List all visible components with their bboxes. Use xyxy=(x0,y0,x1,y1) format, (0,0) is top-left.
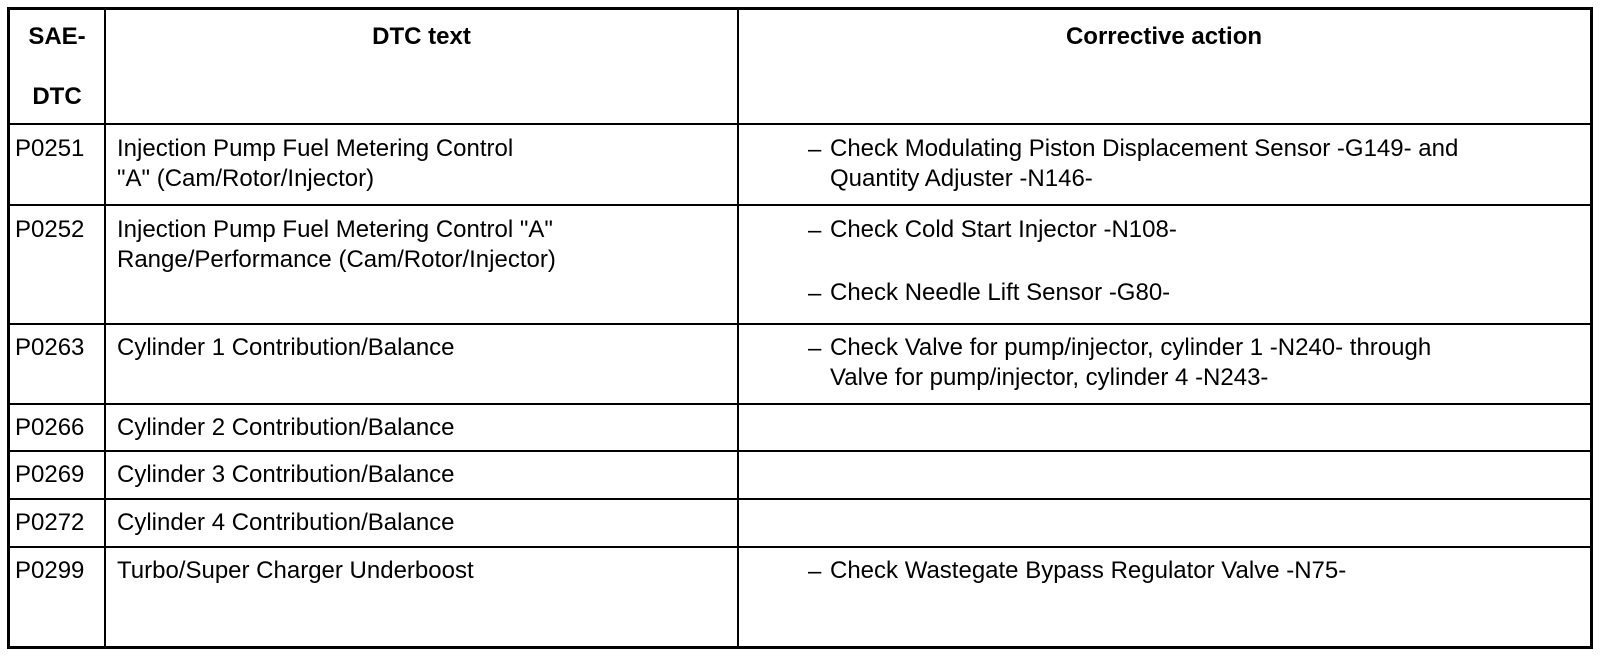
corrective-action: Check Wastegate Bypass Regulator Valve -N75- xyxy=(830,557,1347,584)
dash-bullet: – xyxy=(808,136,822,163)
dtc-code: P0299 xyxy=(15,557,85,584)
dtc-code: P0272 xyxy=(15,509,85,536)
row-divider xyxy=(10,403,1590,405)
dtc-text: Turbo/Super Charger Underboost xyxy=(117,557,474,584)
row-divider xyxy=(10,450,1590,452)
header-sae: SAE- xyxy=(28,23,86,50)
column-divider xyxy=(104,10,106,646)
dtc-code: P0269 xyxy=(15,461,85,488)
dash-bullet: – xyxy=(808,217,822,244)
dash-bullet: – xyxy=(808,558,822,585)
dtc-text: Cylinder 3 Contribution/Balance xyxy=(117,461,455,488)
dtc-text: Cylinder 4 Contribution/Balance xyxy=(117,509,455,536)
dtc-text: Injection Pump Fuel Metering Control "A" (Cam/Rotor/Injector) xyxy=(117,135,514,192)
header-dtc-text: DTC text xyxy=(372,23,471,50)
dash-bullet: – xyxy=(808,335,822,362)
dtc-text: Cylinder 1 Contribution/Balance xyxy=(117,334,455,361)
dtc-text: Injection Pump Fuel Metering Control "A" Range/Performance (Cam/Rotor/Injector) xyxy=(117,216,556,273)
header-dtc: DTC xyxy=(32,83,82,110)
dash-bullet: – xyxy=(808,280,822,307)
row-divider xyxy=(10,546,1590,548)
row-divider xyxy=(10,498,1590,500)
column-divider xyxy=(737,10,739,646)
dtc-text: Cylinder 2 Contribution/Balance xyxy=(117,414,455,441)
corrective-action: Check Cold Start Injector -N108- xyxy=(830,216,1177,243)
dtc-code: P0251 xyxy=(15,135,85,162)
row-divider xyxy=(10,204,1590,206)
row-divider xyxy=(10,123,1590,125)
header-corrective-action: Corrective action xyxy=(1065,23,1263,50)
dtc-code: P0266 xyxy=(15,414,85,441)
corrective-action: Check Needle Lift Sensor -G80- xyxy=(830,279,1171,306)
corrective-action: Check Modulating Piston Displacement Sensor -G149- and Quantity Adjuster -N146- xyxy=(830,135,1459,192)
corrective-action: Check Valve for pump/injector, cylinder 1 -N240- through Valve for pump/injector, cylinder 4 -N243- xyxy=(830,334,1432,391)
row-divider xyxy=(10,323,1590,325)
dtc-code: P0263 xyxy=(15,334,85,361)
dtc-code: P0252 xyxy=(15,216,85,243)
dtc-table xyxy=(7,7,1593,649)
